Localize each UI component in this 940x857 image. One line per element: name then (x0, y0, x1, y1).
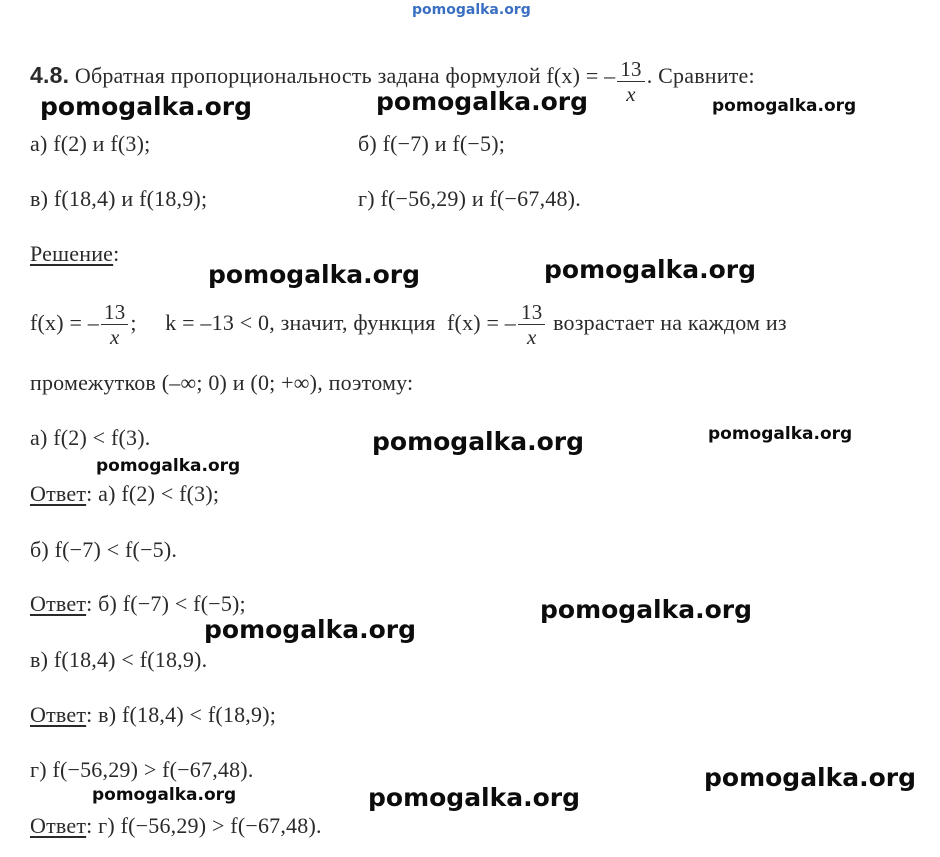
solution-heading-colon: : (113, 241, 120, 266)
item-v: в) f(18,4) и f(18,9); (30, 186, 208, 211)
watermark: pomogalka.org (712, 96, 857, 116)
problem-text-end: . Сравните: (646, 63, 755, 89)
top-watermark: pomogalka.org (412, 2, 531, 18)
fraction-denominator: x (109, 325, 120, 349)
watermark: pomogalka.org (368, 783, 581, 812)
solution-heading-text: Решение (30, 241, 114, 266)
watermark: pomogalka.org (708, 424, 853, 444)
watermark: pomogalka.org (376, 87, 589, 116)
solution-a: а) f(2) < f(3). (30, 425, 151, 450)
answer-v-text: : в) f(18,4) < f(18,9); (86, 702, 277, 727)
watermark: pomogalka.org (540, 595, 753, 624)
fraction-numerator: 13 (518, 302, 545, 325)
answer-g-text: : г) f(−56,29) > f(−67,48). (86, 813, 322, 838)
item-g: г) f(−56,29) и f(−67,48). (358, 186, 581, 211)
solution-b: б) f(−7) < f(−5). (30, 537, 178, 562)
formula-end: возрастает на каждом из (547, 310, 787, 336)
watermark: pomogalka.org (208, 260, 421, 289)
watermark: pomogalka.org (544, 255, 757, 284)
answer-g (30, 813, 322, 839)
solution-line-2: промежутков (–∞; 0) и (0; +∞), поэтому: (30, 370, 414, 395)
solution-heading (30, 241, 119, 267)
watermark: pomogalka.org (204, 615, 417, 644)
answer-b (30, 591, 246, 617)
watermark: pomogalka.org (92, 785, 237, 805)
answer-label: Ответ (30, 481, 87, 506)
fraction-numerator: 13 (101, 302, 128, 325)
fraction-denominator: x (526, 325, 537, 349)
fraction-denominator: x (626, 82, 636, 106)
problem-text: Обратная пропорциональность задана формулой f(x) = – (74, 63, 616, 89)
answer-label: Ответ (30, 591, 87, 616)
problem-number: 4.8. (30, 62, 70, 89)
answer-label: Ответ (30, 702, 87, 727)
item-b: б) f(−7) и f(−5); (358, 131, 506, 156)
answer-a-text: : а) f(2) < f(3); (86, 481, 220, 506)
formula-fraction-2 (518, 302, 545, 348)
solution-formula-line (30, 302, 787, 348)
watermark: pomogalka.org (40, 92, 253, 121)
formula-prefix: f(x) = – (30, 310, 99, 336)
solution-g: г) f(−56,29) > f(−67,48). (30, 757, 254, 782)
watermark: pomogalka.org (704, 763, 917, 792)
formula-middle: ; k = –13 < 0, значит, функция f(x) = – (130, 310, 516, 336)
problem-fraction (617, 59, 644, 105)
item-a: а) f(2) и f(3); (30, 131, 151, 156)
answer-b-text: : б) f(−7) < f(−5); (86, 591, 246, 616)
watermark: pomogalka.org (372, 427, 585, 456)
watermark: pomogalka.org (96, 456, 241, 476)
formula-fraction (101, 302, 128, 348)
solution-v: в) f(18,4) < f(18,9). (30, 647, 208, 672)
answer-a (30, 481, 219, 507)
fraction-numerator: 13 (617, 59, 644, 82)
answer-label: Ответ (30, 813, 87, 838)
answer-v (30, 702, 276, 728)
